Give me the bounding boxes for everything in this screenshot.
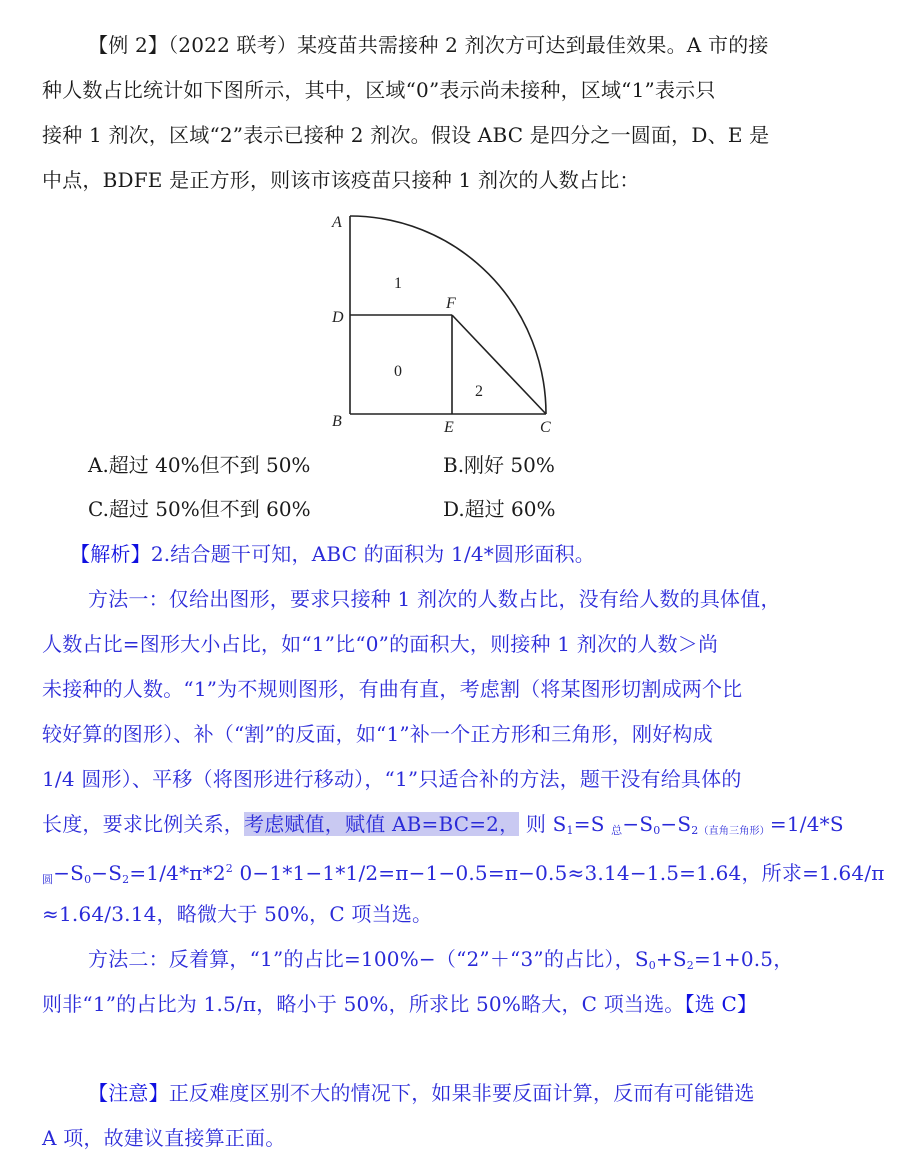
note-line-2: A 项，故建议直接算正面。 bbox=[42, 1126, 286, 1150]
method1-line-5: 1/4 圆形）、平移（将图形进行移动），“1”只适合补的方法，题干没有给具体的 bbox=[42, 767, 742, 791]
method1-line-8: ≈1.64/3.14，略微大于 50%，C 项当选。 bbox=[42, 902, 433, 926]
point-A-label: A bbox=[332, 214, 342, 231]
method1-line-2: 人数占比=图形大小占比，如“1”比“0”的面积大，则接种 1 剂次的人数＞尚 bbox=[42, 632, 719, 656]
note-header: 【注意】 bbox=[88, 1081, 169, 1105]
option-d: D.超过 60% bbox=[443, 497, 556, 521]
note-line-1: 【注意】正反难度区别不大的情况下，如果非要反面计算，反而有可能错选 bbox=[88, 1081, 755, 1105]
question-header: 【例 2】 bbox=[88, 33, 169, 57]
question-line-3: 接种 1 剂次，区域“2”表示已接种 2 剂次。假设 ABC 是四分之一圆面，D、E 是 bbox=[42, 123, 770, 147]
method2-line-1: 方法二：反着算，“1”的占比=100%−（“2”＋“3”的占比），$S_0+S_2=1+0.5$， bbox=[88, 947, 794, 972]
method1-line-1: 方法一：仅给出图形，要求只接种 1 剂次的人数占比，没有给人数的具体值， bbox=[88, 587, 781, 611]
method1-line-3: 未接种的人数。“1”为不规则图形，有曲有直，考虑割（将某图形切割成两个比 bbox=[42, 677, 743, 701]
analysis-intro: 【解析】2.结合题干可知，ABC 的面积为 1/4*圆形面积。 bbox=[70, 542, 596, 566]
point-B-label: B bbox=[332, 413, 342, 430]
answer-label: 【选 C】 bbox=[684, 992, 758, 1016]
quarter-circle-figure bbox=[320, 200, 570, 440]
question-line-1: 【例 2】（2022 联考）某疫苗共需接种 2 剂次方可达到最佳效果。A 市的接 bbox=[88, 33, 769, 57]
point-F-label: F bbox=[446, 295, 456, 312]
point-D-label: D bbox=[332, 309, 344, 326]
question-line-4: 中点，BDFE 是正方形，则该市该疫苗只接种 1 剂次的人数占比： bbox=[42, 168, 640, 192]
method1-line-6: 长度，要求比例关系，考虑赋值，赋值 AB=BC=2， 则 $S_1=S$ $_总-S_0-S_{2(直角三角形)}=1/4*S$ bbox=[42, 812, 844, 837]
question-line-2: 种人数占比统计如下图所示，其中，区域“0”表示尚未接种，区域“1”表示只 bbox=[42, 78, 716, 102]
region-0-label: 0 bbox=[394, 363, 402, 380]
option-c: C.超过 50%但不到 60% bbox=[88, 497, 311, 521]
analysis-header: 【解析】 bbox=[70, 542, 151, 566]
method2-line-2: 则非“1”的占比为 1.5/π，略小于 50%，所求比 50%略大，C 项当选。【选 C】 bbox=[42, 992, 758, 1016]
method1-line-4: 较好算的图形）、补（“割”的反面，如“1”补一个正方形和三角形，刚好构成 bbox=[42, 722, 713, 746]
option-b: B.刚好 50% bbox=[443, 453, 555, 477]
option-a: A.超过 40%但不到 50% bbox=[88, 453, 311, 477]
region-2-label: 2 bbox=[475, 383, 483, 400]
point-E-label: E bbox=[444, 419, 454, 436]
highlighted-text[interactable]: 考虑赋值，赋值 AB=BC=2， bbox=[244, 812, 520, 836]
point-C-label: C bbox=[540, 419, 551, 436]
method1-line-7: $_圆-S_0-S_2=1/4*\pi*2^2$ 0−1*1−1*1/2=π−1−0.5=π−0.5≈3.14−1.5=1.64，所求=1.64/π bbox=[42, 861, 885, 886]
region-1-label: 1 bbox=[394, 275, 402, 292]
